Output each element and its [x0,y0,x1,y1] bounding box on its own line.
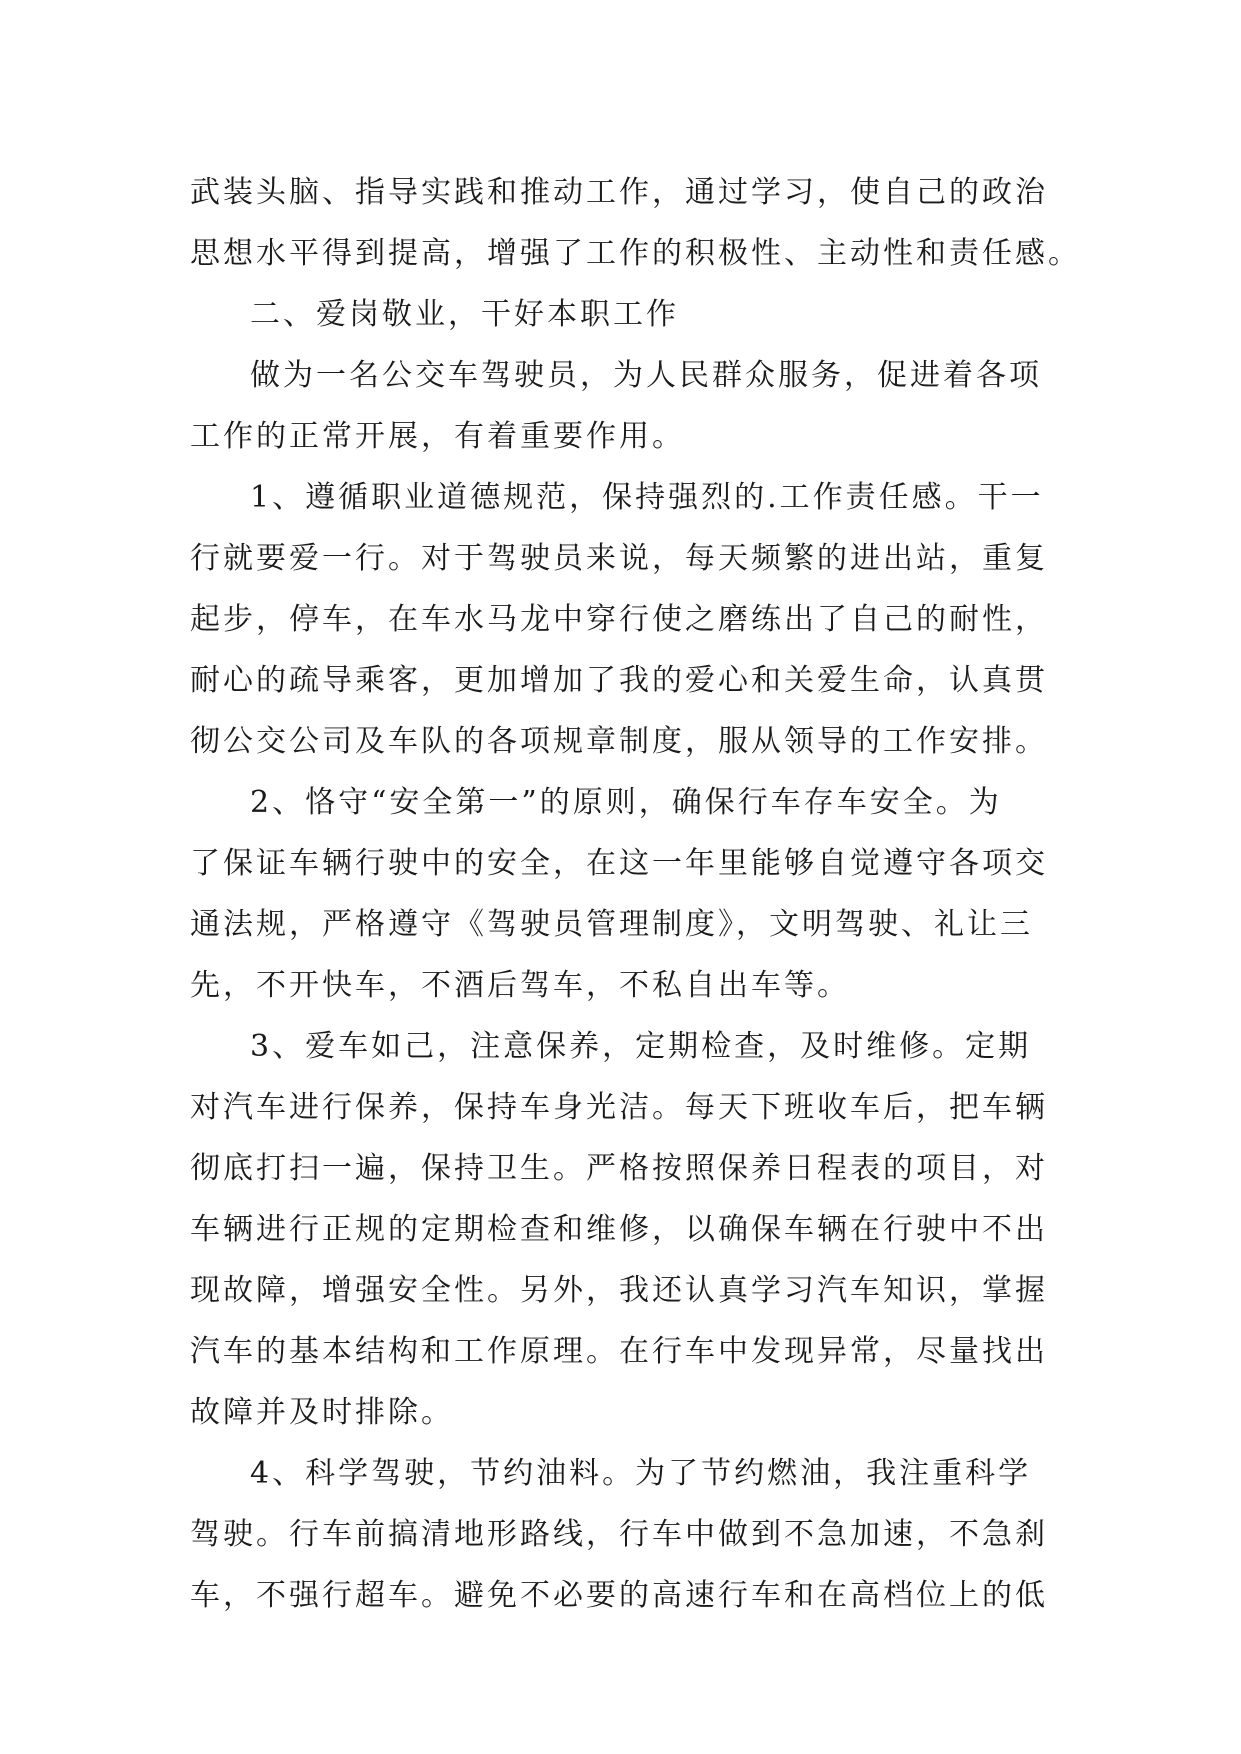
text-line: 车辆进行正规的定期检查和维修，以确保车辆在行驶中不出 [190,1212,1048,1247]
text-line: 2、恪守“安全第一”的原则，确保行车存车安全。为 [250,785,1002,820]
text-line: 彻公交公司及车队的各项规章制度，服从领导的工作安排。 [190,724,1048,759]
text-line: 对汽车进行保养，保持车身光洁。每天下班收车后，把车辆 [190,1090,1048,1125]
text-line: 汽车的基本结构和工作原理。在行车中发现异常，尽量找出 [190,1334,1048,1369]
text-line: 故障并及时排除。 [190,1395,454,1430]
body-text [190,162,1081,1626]
text-line: 了保证车辆行驶中的安全，在这一年里能够自觉遵守各项交 [190,846,1048,881]
text-line: 3、爱车如己，注意保养，定期检查，及时维修。定期 [250,1029,1032,1064]
text-line: 武装头脑、指导实践和推动工作，通过学习，使自己的政治 [190,175,1048,210]
text-line: 工作的正常开展，有着重要作用。 [190,419,685,454]
text-line: 思想水平得到提高，增强了工作的积极性、主动性和责任感。 [190,236,1081,271]
text-line: 车，不强行超车。避免不必要的高速行车和在高档位上的低 [190,1578,1048,1613]
text-line: 二、爱岗敬业，干好本职工作 [250,297,679,332]
text-line: 驾驶。行车前搞清地形路线，行车中做到不急加速，不急刹 [190,1517,1048,1552]
text-line: 彻底打扫一遍，保持卫生。严格按照保养日程表的项目，对 [190,1151,1048,1186]
text-line: 耐心的疏导乘客，更加增加了我的爱心和关爱生命，认真贯 [190,663,1048,698]
text-line: 起步，停车，在车水马龙中穿行使之磨练出了自己的耐性， [190,602,1048,637]
text-line: 1、遵循职业道德规范，保持强烈的.工作责任感。干一 [250,480,1044,515]
text-line: 现故障，增强安全性。另外，我还认真学习汽车知识，掌握 [190,1273,1048,1308]
text-line: 先，不开快车，不酒后驾车，不私自出车等。 [190,968,850,1003]
text-line: 做为一名公交车驾驶员，为人民群众服务，促进着各项 [250,358,1042,393]
text-line: 行就要爱一行。对于驾驶员来说，每天频繁的进出站，重复 [190,541,1048,576]
text-line: 4、科学驾驶，节约油料。为了节约燃油，我注重科学 [250,1456,1032,1491]
text-line: 通法规，严格遵守《驾驶员管理制度》，文明驾驶、礼让三 [190,907,1033,942]
